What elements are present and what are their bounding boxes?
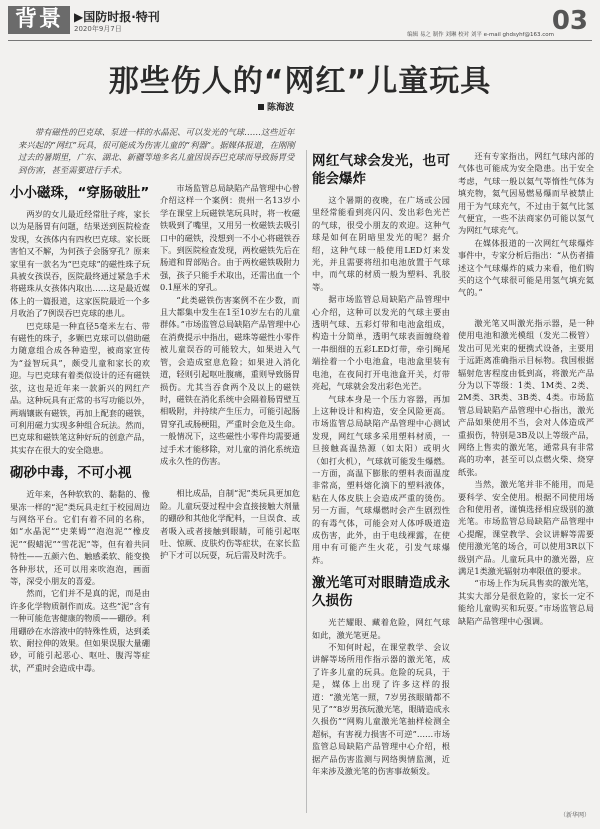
column-2 xyxy=(160,182,300,562)
section-title-balloon: 网红气球会发光，也可能会爆炸 xyxy=(312,153,450,187)
paragraph: “此类磁铁伤害案例不在少数，而且大都集中发生在1至10岁左右的儿童群体。”市场监管总局缺陷产品管理中心在消费提示中指出，磁珠等磁性小零件被儿童误吞的可能较大，如果进入气管，会造成窒息危险；如果进入消化道，轻则引起呕吐腹痛，重则导致肠胃损伤。尤其当吞食两个及以上的磁铁时，磁铁在消化系统中会隔着肠胃壁互相吸附，并持续产生压力，可能引起肠胃穿孔或肠梗阻，严重时会危及生命。一般情况下，这些磁性小零件均需要通过手术才能移除，对儿童的消化系统造成永久性的伤害。 xyxy=(160,294,300,466)
paragraph: “市场上作为玩具售卖的激光笔，其实大部分是很危险的，家长一定不能给儿童购买和玩耍。”市场监管总局缺陷产品管理中心强调。 xyxy=(458,578,594,626)
paragraph: 相比成品，自制“泥”类玩具更加危险。儿童玩耍过程中会直接接触大剂量的硼砂和其他化学配料，一旦误食、或者吸入或者接触到眼睛，可能引起呕吐、惊厥、皮肤灼伤等症状，在家长监护下才可以玩耍，玩后需及时洗手。 xyxy=(160,488,300,561)
column-divider xyxy=(306,150,307,813)
issue-date: 2020年9月7日 xyxy=(74,25,122,33)
paragraph: 据市场监管总局缺陷产品管理中心介绍，这种可以发光的气球主要由透明气球、五彩灯带和电池盒组成，构造十分简单，透明气球表面缠绕着一串细细的五彩LED灯带，牵引绳尾端拴着一个小电池盒，电池盒里装有电池，在夜间打开电池盒开关，灯带亮起，气球就会发出彩色光芒。 xyxy=(312,294,450,392)
paragraph: 这个暑期的夜晚，在广场或公园里经常能看到亮闪闪、发出彩色光芒的气球，很受小朋友的欢迎。这种气球是如何在阴暗里发光的呢？据介绍，这种气球一般使用LED灯来发光，并且需要将纽扣电池放置于气球中，而气球的材质一般为塑料、乳胶等。 xyxy=(312,195,450,292)
byline-square-icon xyxy=(258,104,264,110)
source-note: （新华网） xyxy=(559,812,590,819)
page-number: 03 xyxy=(551,6,588,36)
section-title-slime: 砌砂中毒，不可小视 xyxy=(10,465,132,482)
paragraph: 然而，它们并不是真的泥，而是由许多化学物质制作而成。这些“泥”含有一种可能危害健康的物质——硼砂。利用硼砂在水溶液中的特殊性质，达到柔软、耐拉伸的效果。但如果误服大量硼砂，可能引起恶心、呕吐、腹泻等症状，严重时会造成中毒。 xyxy=(10,588,150,673)
byline xyxy=(258,100,294,113)
paragraph: 光芒耀眼、藏着危险，网红气球如此，激光笔更是。 xyxy=(312,617,450,640)
paragraph: 在媒体报道的一次网红气球爆炸事件中，专家分析后指出：“从伤者描述这个气球爆炸的威力来看，他们购买的这个气球很可能是用氢气填充氦气的。” xyxy=(458,237,594,298)
paragraph: 还有专家指出，网红气球内部的气体也可能成为安全隐患。出于安全考虑，气球一般以氦气等惰性气体为填充物，氦气因易燃易爆而早被禁止用于为气球充气，不过由于氦气比氢气便宜，一些不法商家仍可能以氢气为网红气球充气。 xyxy=(458,151,594,236)
intro-paragraph: 带有磁性的巴克球、泵进一样的水晶泥、可以发光的气球……这些近年来兴起的“网红”玩具，很可能成为伤害儿童的“利器”。据媒体报道，在刚刚过去的暑期里，广东、湖北、新疆等地多名儿童因误吞巴克球而导致肠胃受到伤害，甚至需要进行手术。 xyxy=(18,127,295,175)
author-name: 陈海波 xyxy=(267,103,295,113)
paragraph: 气球本身是一个压力容器，再加上这种设计和构造，安全风险更高。市场监管总局缺陷产品管理中心测试发现，网红气球多采用塑料材质，一旦接触高温热源（如太阳）或明火（如打火机），气球就可能发生爆燃。一方面，高温下膨胀的塑料表面温度非常高，塑料熔化滴下的塑料液体，粘在人体皮肤上会造成严重的烫伤。另一方面，气球爆燃时会产生剧烈性的有毒气体，可能会对人体呼吸道造成伤害，此外，由于电线裸露，在使用中有可能产生火花，引发气球爆炸。 xyxy=(312,393,450,565)
column-4 xyxy=(458,150,594,627)
column-3 xyxy=(312,150,450,777)
paragraph: 当然，激光笔并非不能用，而是要科学、安全使用。根据不同使用场合和使用者，谨慎选择相应级别的激光笔。市场监管总局缺陷产品管理中心提醒，课堂教学、会议讲解等需要使用激光笔的场合，可以使用3R以下级别产品。儿童玩具中的激光器，应满足1类激光辐射功率限值的要求。 xyxy=(458,479,594,576)
paragraph: 不知何时起，在课堂教学、会议讲解等场所用作指示器的激光笔，成了许多儿童的玩具。危险的玩具，于是，媒体上出现了许多这样的报道：“激光笔一照，7岁男孩眼睛都不见了”“8岁男孩玩激光笔，眼睛造成永久损伤”“网购儿童激光笔抽样检测全超标，有害视力损害不可逆”……市场监管总局缺陷产品管理中心介绍，根据产品伤害监测与网络舆情监测，近年来涉及激光笔的伤害事故频发。 xyxy=(312,642,450,777)
paragraph: 近年来，各种软软的、黏黏的、像果冻一样的“泥”类玩具走红于校园周边与网络平台。它们有着不同的名称，如“水晶泥”“史莱姆”“泡泡泥”“橡皮泥”“假蜡泥”“雪花泥”等，但有着共同特性——五颜六色、触感柔软、能变换各种形状，还可以用来吹泡泡，画面等，深受小朋友的喜爱。 xyxy=(10,489,150,586)
header-rule xyxy=(8,40,592,41)
masthead xyxy=(0,0,600,42)
column-1 xyxy=(10,182,150,674)
section-title-laser: 激光笔可对眼睛造成永久损伤 xyxy=(312,575,450,610)
paper-name: ▶国防时报·特刊 xyxy=(74,10,160,24)
section-title-magnet: 小小磁珠，“穿肠破肚” xyxy=(10,185,150,201)
paragraph: 激光笔又叫激光指示器，是一种使用电池和激光模组（发光二极管）发出可见光束的便携式设备，主要用于远距离准确指示目标物。我国根据辐射危害程度由低到高，将激光产品分为以下等级：1类、1M类、2类、2M类、3R类、3B类、4类。市场监管总局缺陷产品管理中心指出，激光产品如果使用不当，会对人体造成严重损伤，特别是3B及以上等级产品，网络上售卖的激光笔，通常具有非常高的功率，甚至可以点燃火柴、烧穿纸张。 xyxy=(458,317,594,477)
section-label: 背景 xyxy=(8,6,70,34)
headline: 那些伤人的“网红”儿童玩具 xyxy=(108,64,492,99)
paragraph: 市场监管总局缺陷产品管理中心曾介绍这样一个案例：贵州一名13岁小学在课堂上玩磁铁笔玩具时，将一枚磁铁吸到了嘴里，又用另一枚磁铁去吸引口中的磁铁，没想到一不小心将磁铁吞下。到医院检查发现，两枚磁铁先后在肠道和胃部贴合。由于两枚磁铁吸附力强，孩子只能手术取出，还需出血一个0.1厘米的穿孔。 xyxy=(160,183,300,293)
paragraph: 两岁的女儿最近经常肚子疼，家长以为是肠胃有问题，结果送到医院检查发现，女孩体内有四枚巴克球。家长既害怕又不解，为何孩子会肠穿孔？原来家里有一款名为“巴克球”的磁性珠子玩具被女孩误吞，医院最终通过紧急手术将磁珠从女孩体内取出……这是最近媒体上的一篇报道，这家医院最近一个多月收治了7例误吞巴克球的患儿。 xyxy=(10,209,150,319)
paragraph: 巴克球是一种直径5毫米左右、带有磁性的珠子，多颗巴克球可以借助磁力随意组合成各种造型，被商家宣传为“益智玩具”，颇受儿童和家长的欢迎。与巴克球有着类似设计的还有磁铁弦，这也是近年来一款新兴的网红产品。这种玩具有正常的书写功能以外，两端镶嵌有磁铁，再加上配套的磁铁，可利用磁力实现多种组合玩法。然而，巴克球和磁铁笔这种好玩的创意产品，其实存在很大的安全隐患。 xyxy=(10,320,150,455)
editor-credits: 编辑 易之 制作 刘琳 校对 刘平 e-mail ghdsyhf@163.com xyxy=(407,32,554,38)
